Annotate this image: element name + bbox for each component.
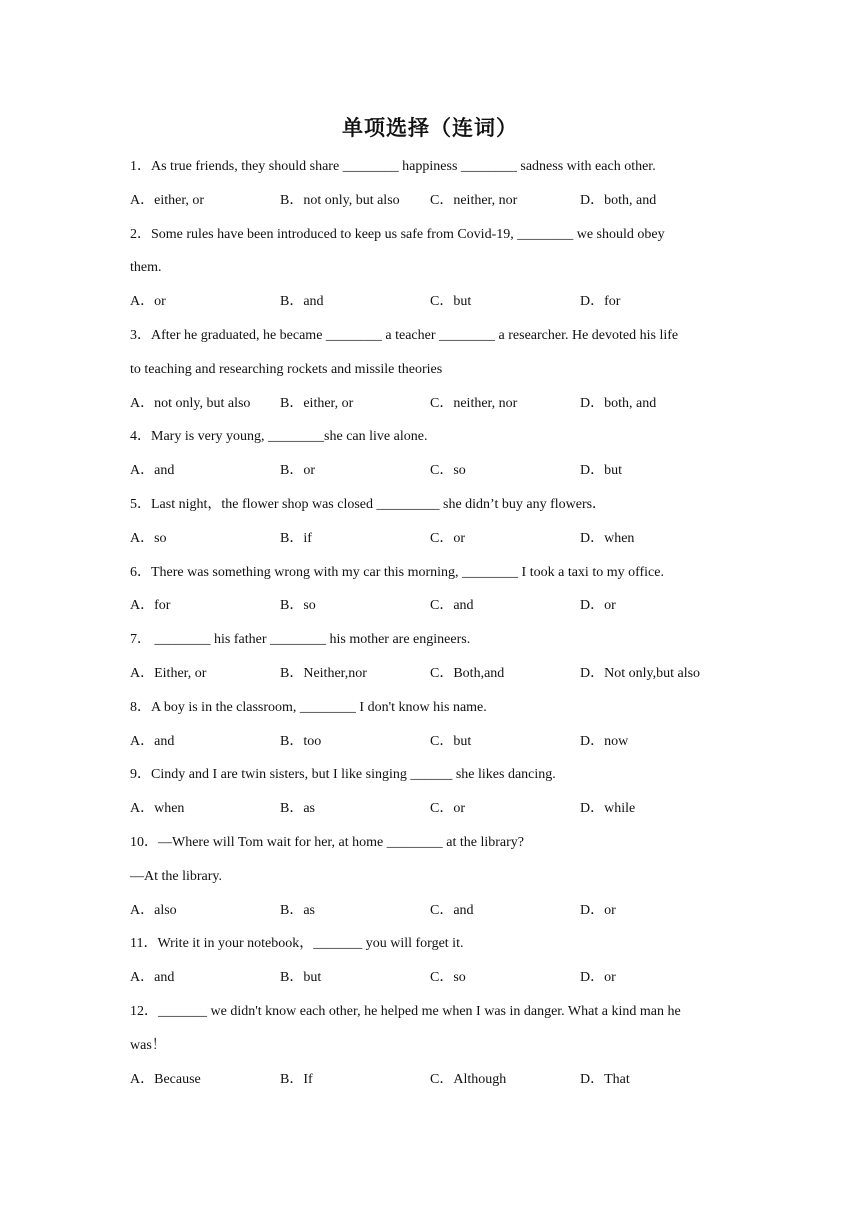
option-a: A．either, or (130, 192, 205, 208)
option-c: C．and (430, 902, 474, 918)
option-a: A．Either, or (130, 666, 207, 681)
option-b: B．If (280, 1071, 313, 1087)
option-c: C．neither, nor (430, 395, 518, 411)
option-a: A．also (130, 902, 177, 918)
option-a: A．or (130, 294, 166, 310)
option-b: B．if (280, 530, 312, 546)
question-stem: 1．As true friends, they should share ________ happiness ________ sadness with each other. (130, 159, 656, 174)
option-d: D．That (580, 1071, 630, 1087)
option-a: A．for (130, 598, 171, 614)
option-c: C．Although (430, 1071, 507, 1087)
option-b: B．not only, but also (280, 192, 400, 208)
option-d: D．while (580, 801, 636, 817)
question-stem: 11．Write it in your notebook，_______ you will forget it. (130, 936, 464, 952)
question-stem: 9．Cindy and I are twin sisters, but I like singing ______ she likes dancing. (130, 767, 556, 783)
question-stem-continued: to teaching and researching rockets and missile theories (130, 361, 443, 377)
option-c: C．so (430, 463, 466, 479)
option-a: A．and (130, 463, 175, 479)
question-stem: 10．—Where will Tom wait for her, at home ________ at the library? (130, 835, 524, 850)
question-stem: 5．Last night，the flower shop was closed _________ she didn’t buy any flowers． (130, 497, 607, 512)
page-title: 单项选择（连词） (342, 116, 518, 140)
option-d: D．both, and (580, 395, 657, 411)
option-d: D．Not only,but also (580, 666, 701, 681)
option-b: B．Neither,nor (280, 666, 367, 681)
question-stem: 3．After he graduated, he became ________ a teacher ________ a researcher. He devoted his life (130, 328, 679, 343)
question-stem-continued: them. (130, 260, 162, 276)
option-c: C．Both,and (430, 666, 505, 681)
option-d: D．or (580, 902, 616, 918)
option-d: D．or (580, 598, 616, 614)
question-stem: 4．Mary is very young, ________she can live alone. (130, 429, 428, 445)
option-c: C．or (430, 801, 465, 817)
question-stem: 2．Some rules have been introduced to keep us safe from Covid-19, ________ we should obey (130, 226, 665, 242)
question-stem: 7． ________ his father ________ his mother are engineers. (130, 632, 471, 648)
option-a: A．Because (130, 1071, 201, 1087)
question-stem: 12．_______ we didn't know each other, he helped me when I was in danger. What a kind man he (130, 1004, 681, 1019)
option-a: A．and (130, 970, 175, 986)
option-d: D．but (580, 463, 622, 479)
option-b: B．so (280, 598, 316, 614)
option-a: A．when (130, 801, 185, 817)
question-stem-continued: was！ (130, 1037, 166, 1053)
option-c: C．so (430, 970, 466, 986)
option-c: C．but (430, 294, 472, 310)
option-a: A．not only, but also (130, 395, 251, 411)
option-a: A．so (130, 530, 167, 546)
option-c: C．but (430, 733, 472, 749)
option-b: B．either, or (280, 395, 354, 411)
option-c: C．or (430, 530, 465, 546)
question-stem-continued: —At the library. (130, 868, 223, 884)
option-d: D．when (580, 530, 635, 546)
option-b: B．as (280, 902, 315, 918)
question-stem: 6．There was something wrong with my car this morning, ________ I took a taxi to my office. (130, 564, 664, 580)
option-a: A．and (130, 733, 175, 749)
option-b: B．but (280, 970, 322, 986)
option-b: B．too (280, 733, 322, 749)
option-d: D．both, and (580, 192, 657, 208)
question-stem: 8．A boy is in the classroom, ________ I don't know his name. (130, 699, 487, 715)
option-b: B．and (280, 294, 324, 310)
option-b: B．as (280, 801, 315, 817)
option-d: D．or (580, 970, 616, 986)
option-c: C．neither, nor (430, 192, 518, 208)
option-d: D．now (580, 733, 629, 749)
option-d: D．for (580, 294, 621, 310)
option-c: C．and (430, 598, 474, 614)
option-b: B．or (280, 463, 315, 479)
